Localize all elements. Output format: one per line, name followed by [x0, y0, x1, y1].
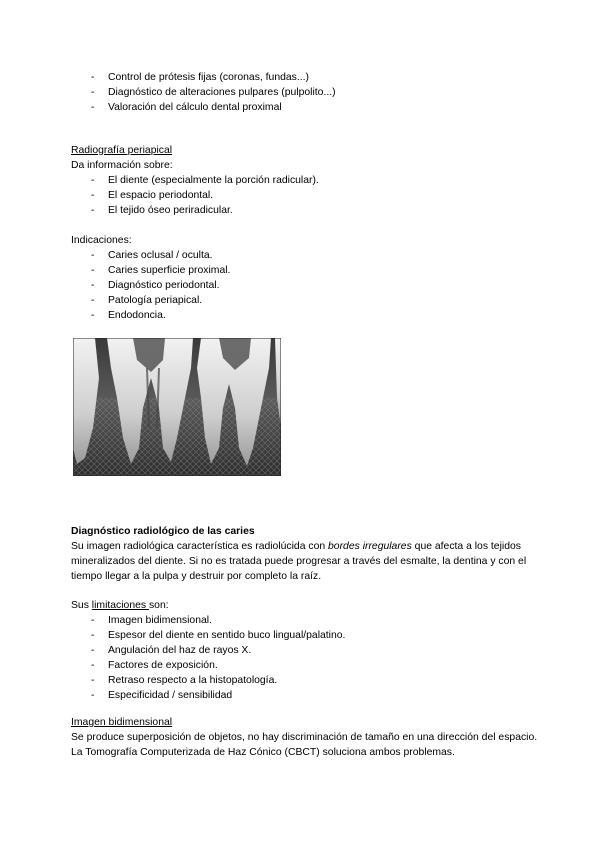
caries-paragraph: Su imagen radiológica característica es radiolúcida con bordes irregulares que afecta a los tejidos mineralizados del diente. Si no es tratada puede progresar a través del esmalte, la dentina y con el tiempo llegar a la pulpa y destruir por completo la raíz. [71, 541, 527, 582]
list-item: - Caries superficie proximal. [91, 265, 231, 276]
periapical-xray-image [73, 338, 281, 476]
list-item: - Espesor del diente en sentido buco lingual/palatino. [91, 630, 346, 641]
list-item: - Diagnóstico periodontal. [91, 280, 220, 291]
indications-label: Indicaciones: [71, 235, 132, 246]
section-heading: Radiografía periapical [71, 145, 173, 156]
list-item: - El espacio periodontal. [91, 190, 214, 201]
section-heading: Imagen bidimensional [71, 717, 173, 728]
list-item: - Imagen bidimensional. [91, 615, 212, 626]
indications-list [71, 248, 541, 323]
periapical-section [71, 143, 541, 218]
list-item: - El diente (especialmente la porción radicular). [91, 175, 319, 186]
list-item: - Caries oclusal / oculta. [91, 250, 213, 261]
list-item: - Especificidad / sensibilidad [91, 690, 233, 701]
limitations-block [71, 598, 541, 703]
section-heading: Diagnóstico radiológico de las caries [71, 526, 255, 537]
caries-section [71, 524, 541, 584]
intro-list [71, 70, 541, 115]
list-item: - Endodoncia. [91, 310, 166, 321]
limitations-label: Sus limitaciones son: [71, 600, 169, 611]
list-item: - Valoración del cálculo dental proximal [91, 102, 282, 113]
limitations-list [71, 613, 541, 703]
info-list [71, 173, 541, 218]
indications-block [71, 233, 541, 323]
cbct-paragraph: La Tomografía Computerizada de Haz Cónico (CBCT) soluciona ambos problemas. [71, 747, 455, 758]
bidimensional-section [71, 715, 541, 760]
list-item: - Retraso respecto a la histopatología. [91, 675, 278, 686]
bidimensional-paragraph: Se produce superposición de objetos, no hay discriminación de tamaño en una dirección del espacio. [71, 732, 538, 743]
list-item: - Angulación del haz de rayos X. [91, 645, 252, 656]
list-item: - Factores de exposición. [91, 660, 218, 671]
list-item: - Patología periapical. [91, 295, 203, 306]
list-item: - Control de prótesis fijas (coronas, fundas...) [91, 72, 309, 83]
list-item: - El tejido óseo periradicular. [91, 205, 233, 216]
info-label: Da información sobre: [71, 160, 173, 171]
intro-list-block [71, 70, 541, 115]
list-item: - Diagnóstico de alteraciones pulpares (pulpolito...) [91, 87, 336, 98]
